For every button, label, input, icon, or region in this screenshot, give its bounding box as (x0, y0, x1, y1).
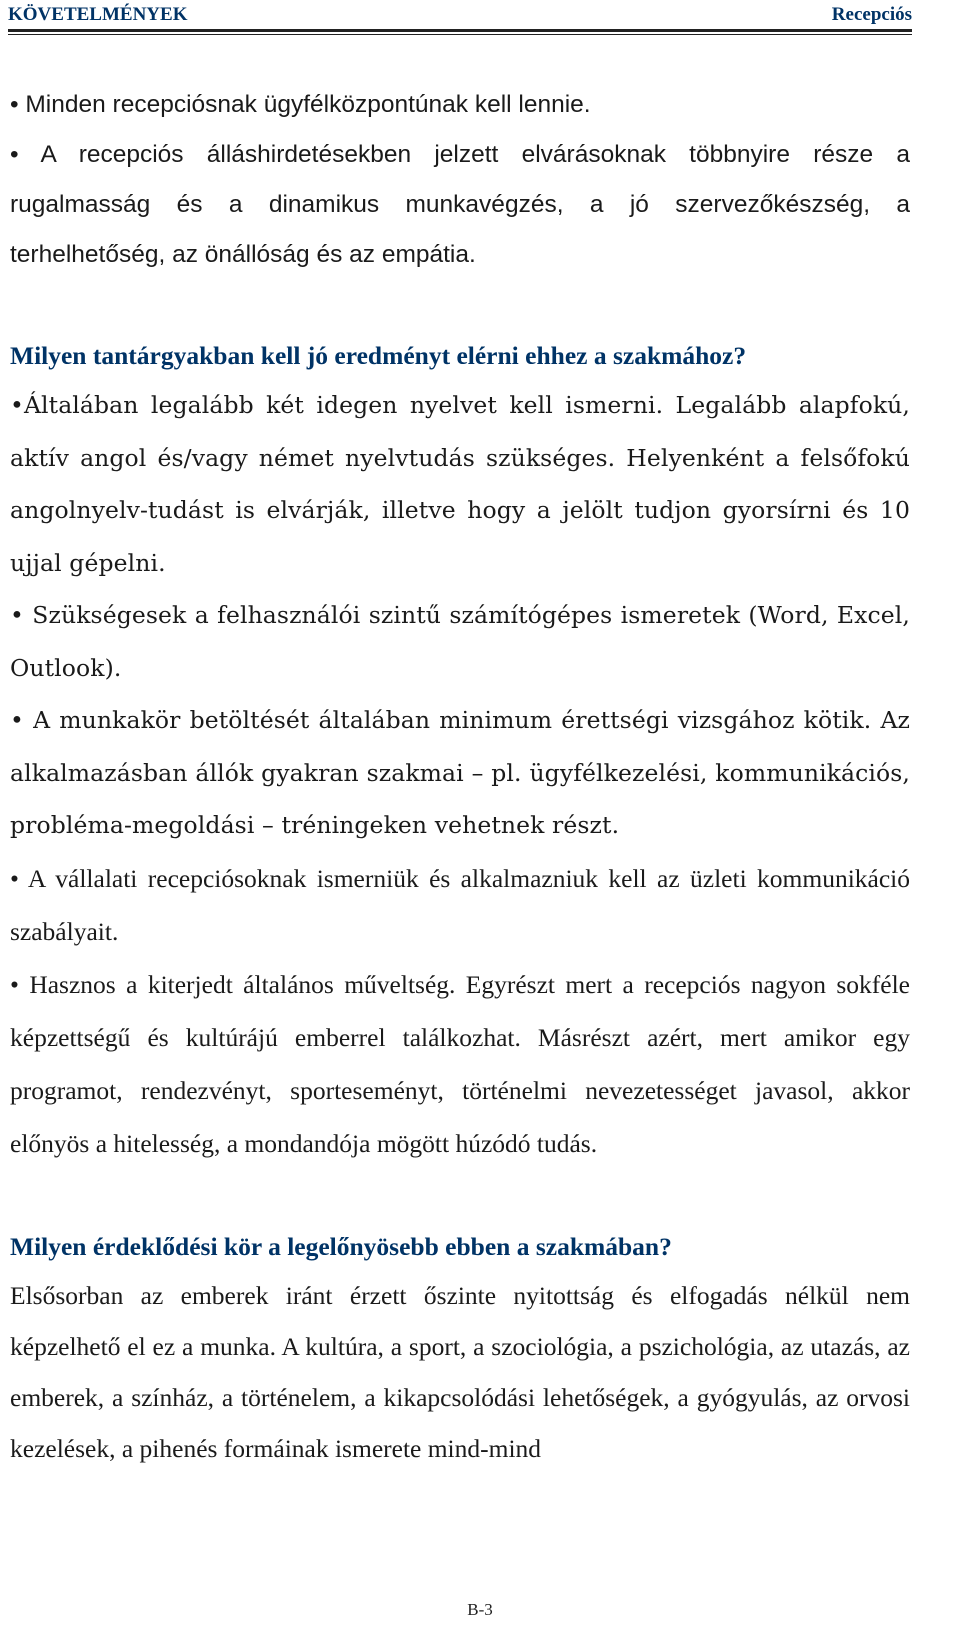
bullet-item: • A vállalati recepciósoknak ismerniük és alkalmazniuk kell az üzleti kommunikáció szabályait. (10, 863, 910, 946)
section-heading-subjects: Milyen tantárgyakban kell jó eredményt elérni ehhez a szakmához? (10, 341, 747, 370)
requirements-list (10, 80, 910, 280)
bullet-item: • Szükségesek a felhasználói szintű számítógépes ismeretek (Word, Excel, Outlook). (10, 601, 910, 682)
bullet-item: •Általában legalább két idegen nyelvet kell ismerni. Legalább alapfokú, aktív angol és/vagy német nyelvtudás szükséges. Helyenként a felsőfokú angolnyelv-tudást is elvárják, illetve hogy a jelölt tudjon gyorsírni és 10 ujjal gépelni. (10, 391, 910, 577)
header-title-left: KÖVETELMÉNYEK (8, 4, 188, 25)
bullet-item: • Minden recepciósnak ügyfélközpontúnak kell lennie. (10, 91, 591, 118)
paragraph: Elsősorban az emberek iránt érzett őszinte nyitottság és elfogadás nélkül nem képzelhető el ez a munka. A kultúra, a sport, a szociológia, a pszichológia, az utazás, az emberek, a színház, a történelem, a kikapcsolódási lehetőségek, a gyógyulás, az orvosi kezelések, a pihenés formáinak ismerete mind-mind (10, 1280, 910, 1463)
interests-text (10, 1270, 910, 1474)
subjects-list-continued (10, 852, 910, 1170)
subjects-list (10, 379, 910, 852)
header-divider (8, 29, 912, 35)
spacer (10, 280, 910, 333)
page-number: B-3 (467, 1600, 493, 1619)
bullet-item: • Hasznos a kiterjedt általános műveltség. Egyrészt mert a recepciós nagyon sokféle képzettségű és kultúrájú emberrel találkozhat. Másrészt azért, mert amikor egy programot, rendezvényt, sporteseményt, történelmi nevezetességet javasol, akkor előnyös a hitelesség, a mondandója mögött húzódó tudás. (10, 969, 910, 1158)
bullet-item: • A munkakör betöltését általában minimum érettségi vizsgához kötik. Az alkalmazásban állók gyakran szakmai – pl. ügyfélkezelési, kommunikációs, probléma-megoldási – tréningeken vehetnek részt. (10, 706, 910, 839)
spacer (10, 1170, 910, 1224)
page-header (8, 0, 912, 30)
bullet-item: • A recepciós álláshirdetésekben jelzett elvárásoknak többnyire része a rugalmasság és a dinamikus munkavégzés, a jó szervezőkészség, a terhelhetőség, az önállóság és az empátia. (10, 141, 910, 268)
header-title-right: Recepciós (831, 4, 912, 25)
document-body (10, 80, 910, 1474)
section-heading-interests: Milyen érdeklődési kör a legelőnyösebb ebben a szakmában? (10, 1231, 672, 1261)
